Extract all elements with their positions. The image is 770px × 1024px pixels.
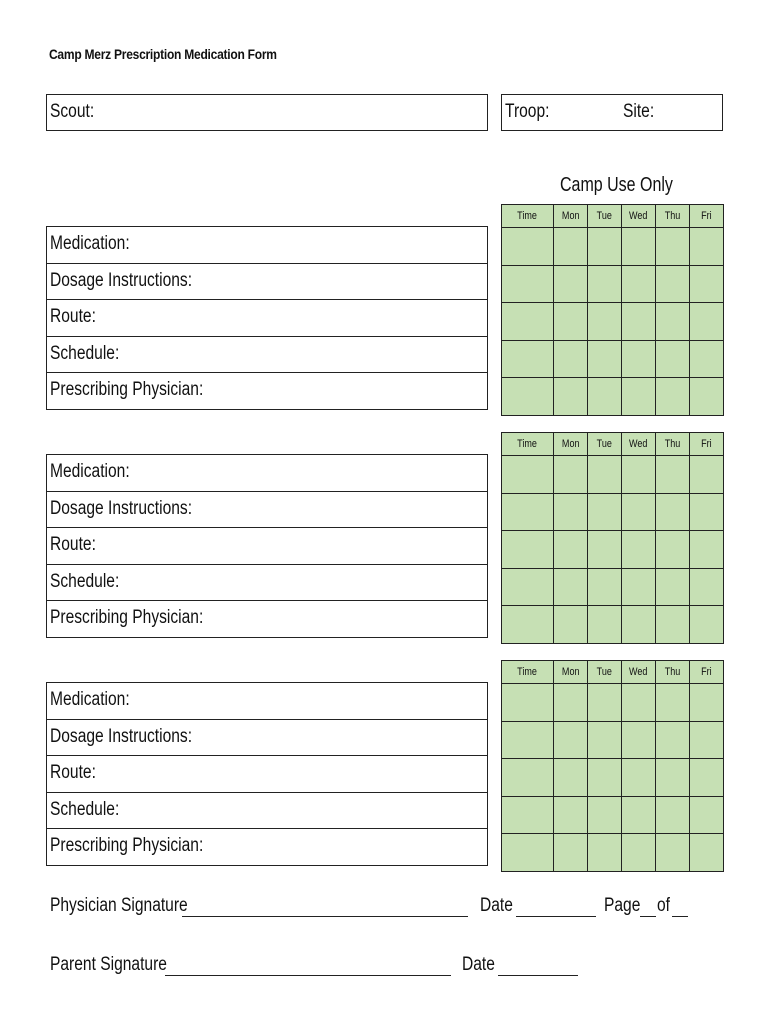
grid-header-mon: Mon: [554, 433, 588, 456]
schedule-field[interactable]: [46, 793, 488, 830]
grid-cell-tue[interactable]: [588, 228, 622, 266]
grid-cell-time[interactable]: [502, 759, 554, 797]
grid-cell-tue[interactable]: [588, 759, 622, 797]
grid-cell-time[interactable]: [502, 493, 554, 531]
grid-cell-fri[interactable]: [690, 606, 724, 644]
grid-cell-time[interactable]: [502, 378, 554, 416]
grid-header-wed: Wed: [622, 433, 656, 456]
grid-cell-fri[interactable]: [690, 340, 724, 378]
grid-header-mon: Mon: [554, 205, 588, 228]
grid-cell-thu[interactable]: [656, 834, 690, 872]
grid-cell-fri[interactable]: [690, 684, 724, 722]
grid-cell-thu[interactable]: [656, 531, 690, 569]
grid-cell-thu[interactable]: [656, 265, 690, 303]
grid-row: [502, 265, 724, 303]
medication-label: Medication:: [50, 461, 130, 482]
grid-row: [502, 721, 724, 759]
grid-cell-wed[interactable]: [622, 340, 656, 378]
physician-date-label: Date: [480, 895, 513, 916]
grid-cell-wed[interactable]: [622, 834, 656, 872]
grid-cell-fri[interactable]: [690, 834, 724, 872]
parent-date-line[interactable]: [498, 975, 578, 976]
grid-cell-wed[interactable]: [622, 684, 656, 722]
grid-cell-wed[interactable]: [622, 721, 656, 759]
physician-date-line[interactable]: [516, 916, 596, 917]
grid-cell-mon[interactable]: [554, 228, 588, 266]
grid-header-tue: Tue: [588, 661, 622, 684]
route-field[interactable]: [46, 528, 488, 565]
grid-cell-thu[interactable]: [656, 796, 690, 834]
grid-cell-thu[interactable]: [656, 721, 690, 759]
route-label: Route:: [50, 534, 96, 555]
grid-row: [502, 340, 724, 378]
physician-field[interactable]: [46, 373, 488, 410]
grid-cell-time[interactable]: [502, 834, 554, 872]
camp-use-grid-1: [501, 204, 724, 416]
of-label: of: [657, 895, 671, 916]
grid-cell-thu[interactable]: [656, 759, 690, 797]
schedule-label: Schedule:: [50, 570, 120, 592]
schedule-label: Schedule:: [50, 342, 120, 364]
grid-cell-thu[interactable]: [656, 493, 690, 531]
grid-cell-thu[interactable]: [656, 340, 690, 378]
grid-cell-mon[interactable]: [554, 265, 588, 303]
grid-cell-thu[interactable]: [656, 606, 690, 644]
grid-cell-wed[interactable]: [622, 303, 656, 341]
schedule-field[interactable]: [46, 565, 488, 602]
grid-cell-fri[interactable]: [690, 378, 724, 416]
schedule-field[interactable]: [46, 337, 488, 374]
grid-cell-tue[interactable]: [588, 378, 622, 416]
grid-cell-mon[interactable]: [554, 493, 588, 531]
grid-row: [502, 684, 724, 722]
grid-cell-thu[interactable]: [656, 303, 690, 341]
grid-cell-fri[interactable]: [690, 796, 724, 834]
page-total-line[interactable]: [672, 916, 688, 917]
grid-cell-mon[interactable]: [554, 531, 588, 569]
grid-header-time: Time: [502, 205, 554, 228]
grid-cell-mon[interactable]: [554, 684, 588, 722]
grid-row: [502, 568, 724, 606]
medication-label: Medication:: [50, 689, 130, 710]
grid-cell-fri[interactable]: [690, 721, 724, 759]
grid-header-wed: Wed: [622, 205, 656, 228]
grid-cell-wed[interactable]: [622, 378, 656, 416]
grid-cell-mon[interactable]: [554, 759, 588, 797]
dosage-field[interactable]: [46, 264, 488, 301]
grid-cell-tue[interactable]: [588, 606, 622, 644]
grid-header-time: Time: [502, 433, 554, 456]
grid-cell-time[interactable]: [502, 721, 554, 759]
grid-cell-mon[interactable]: [554, 834, 588, 872]
scout-label: Scout:: [50, 101, 95, 122]
grid-cell-mon[interactable]: [554, 378, 588, 416]
grid-row: [502, 493, 724, 531]
grid-cell-thu[interactable]: [656, 456, 690, 494]
grid-cell-mon[interactable]: [554, 456, 588, 494]
grid-cell-wed[interactable]: [622, 606, 656, 644]
grid-header-fri: Fri: [690, 433, 724, 456]
grid-header-tue: Tue: [588, 205, 622, 228]
grid-cell-wed[interactable]: [622, 759, 656, 797]
grid-cell-fri[interactable]: [690, 493, 724, 531]
physician-signature-label: Physician Signature: [50, 895, 188, 916]
grid-header-time: Time: [502, 661, 554, 684]
grid-cell-wed[interactable]: [622, 456, 656, 494]
grid-cell-fri[interactable]: [690, 456, 724, 494]
grid-cell-mon[interactable]: [554, 721, 588, 759]
grid-cell-fri[interactable]: [690, 531, 724, 569]
parent-date-label: Date: [462, 954, 495, 975]
grid-cell-time[interactable]: [502, 568, 554, 606]
grid-header-wed: Wed: [622, 661, 656, 684]
form-title: Camp Merz Prescription Medication Form: [49, 46, 277, 62]
grid-cell-fri[interactable]: [690, 759, 724, 797]
troop-site-field[interactable]: [501, 94, 723, 131]
grid-cell-tue[interactable]: [588, 721, 622, 759]
grid-row: [502, 834, 724, 872]
medication-field[interactable]: [46, 683, 488, 720]
grid-cell-tue[interactable]: [588, 568, 622, 606]
grid-cell-time[interactable]: [502, 606, 554, 644]
medication-label: Medication:: [50, 233, 130, 254]
grid-row: [502, 759, 724, 797]
grid-cell-thu[interactable]: [656, 228, 690, 266]
schedule-label: Schedule:: [50, 798, 120, 820]
physician-label: Prescribing Physician:: [50, 607, 204, 628]
grid-cell-fri[interactable]: [690, 228, 724, 266]
grid-cell-time[interactable]: [502, 228, 554, 266]
grid-header-thu: Thu: [656, 661, 690, 684]
physician-label: Prescribing Physician:: [50, 379, 204, 400]
grid-row: [502, 378, 724, 416]
grid-cell-wed[interactable]: [622, 531, 656, 569]
grid-cell-wed[interactable]: [622, 568, 656, 606]
grid-cell-wed[interactable]: [622, 796, 656, 834]
grid-cell-tue[interactable]: [588, 340, 622, 378]
grid-header-fri: Fri: [690, 661, 724, 684]
parent-signature-label: Parent Signature: [50, 954, 167, 975]
camp-use-only-label: Camp Use Only: [560, 174, 673, 196]
physician-field[interactable]: [46, 601, 488, 638]
grid-cell-wed[interactable]: [622, 228, 656, 266]
grid-cell-wed[interactable]: [622, 493, 656, 531]
medication-section-2: [46, 454, 488, 638]
physician-signature-line[interactable]: [182, 916, 468, 917]
grid-cell-thu[interactable]: [656, 568, 690, 606]
grid-cell-time[interactable]: [502, 265, 554, 303]
grid-row: [502, 531, 724, 569]
troop-label: Troop:: [505, 101, 550, 122]
grid-row: [502, 228, 724, 266]
grid-cell-tue[interactable]: [588, 456, 622, 494]
page-label: Page: [604, 895, 641, 916]
grid-header-fri: Fri: [690, 205, 724, 228]
route-field[interactable]: [46, 300, 488, 337]
medication-section-3: [46, 682, 488, 866]
grid-cell-time[interactable]: [502, 796, 554, 834]
medication-field[interactable]: [46, 455, 488, 492]
grid-cell-thu[interactable]: [656, 378, 690, 416]
medication-section-1: [46, 226, 488, 410]
grid-cell-mon[interactable]: [554, 796, 588, 834]
grid-cell-tue[interactable]: [588, 834, 622, 872]
grid-cell-tue[interactable]: [588, 493, 622, 531]
dosage-field[interactable]: [46, 720, 488, 757]
grid-cell-tue[interactable]: [588, 684, 622, 722]
route-label: Route:: [50, 306, 96, 327]
grid-cell-wed[interactable]: [622, 265, 656, 303]
grid-cell-mon[interactable]: [554, 340, 588, 378]
grid-cell-tue[interactable]: [588, 531, 622, 569]
grid-cell-time[interactable]: [502, 456, 554, 494]
grid-row: [502, 606, 724, 644]
grid-cell-fri[interactable]: [690, 265, 724, 303]
grid-cell-thu[interactable]: [656, 684, 690, 722]
grid-cell-tue[interactable]: [588, 303, 622, 341]
grid-row: [502, 303, 724, 341]
grid-header-mon: Mon: [554, 661, 588, 684]
grid-cell-time[interactable]: [502, 340, 554, 378]
grid-header-tue: Tue: [588, 433, 622, 456]
physician-label: Prescribing Physician:: [50, 835, 204, 856]
grid-row: [502, 796, 724, 834]
grid-row: [502, 456, 724, 494]
dosage-label: Dosage Instructions:: [50, 497, 193, 519]
camp-use-grid-3: [501, 660, 724, 872]
grid-header-thu: Thu: [656, 205, 690, 228]
page-number-line[interactable]: [640, 916, 656, 917]
grid-cell-fri[interactable]: [690, 303, 724, 341]
dosage-label: Dosage Instructions:: [50, 269, 193, 291]
grid-cell-time[interactable]: [502, 684, 554, 722]
grid-cell-mon[interactable]: [554, 606, 588, 644]
route-field[interactable]: [46, 756, 488, 793]
grid-cell-time[interactable]: [502, 531, 554, 569]
dosage-label: Dosage Instructions:: [50, 725, 193, 747]
parent-signature-line[interactable]: [165, 975, 451, 976]
grid-cell-tue[interactable]: [588, 796, 622, 834]
grid-cell-mon[interactable]: [554, 303, 588, 341]
physician-field[interactable]: [46, 829, 488, 866]
grid-cell-time[interactable]: [502, 303, 554, 341]
grid-cell-fri[interactable]: [690, 568, 724, 606]
grid-cell-mon[interactable]: [554, 568, 588, 606]
grid-header-thu: Thu: [656, 433, 690, 456]
camp-use-grid-2: [501, 432, 724, 644]
route-label: Route:: [50, 762, 96, 783]
dosage-field[interactable]: [46, 492, 488, 529]
scout-field[interactable]: [46, 94, 488, 131]
site-label: Site:: [623, 101, 655, 122]
medication-field[interactable]: [46, 227, 488, 264]
grid-cell-tue[interactable]: [588, 265, 622, 303]
